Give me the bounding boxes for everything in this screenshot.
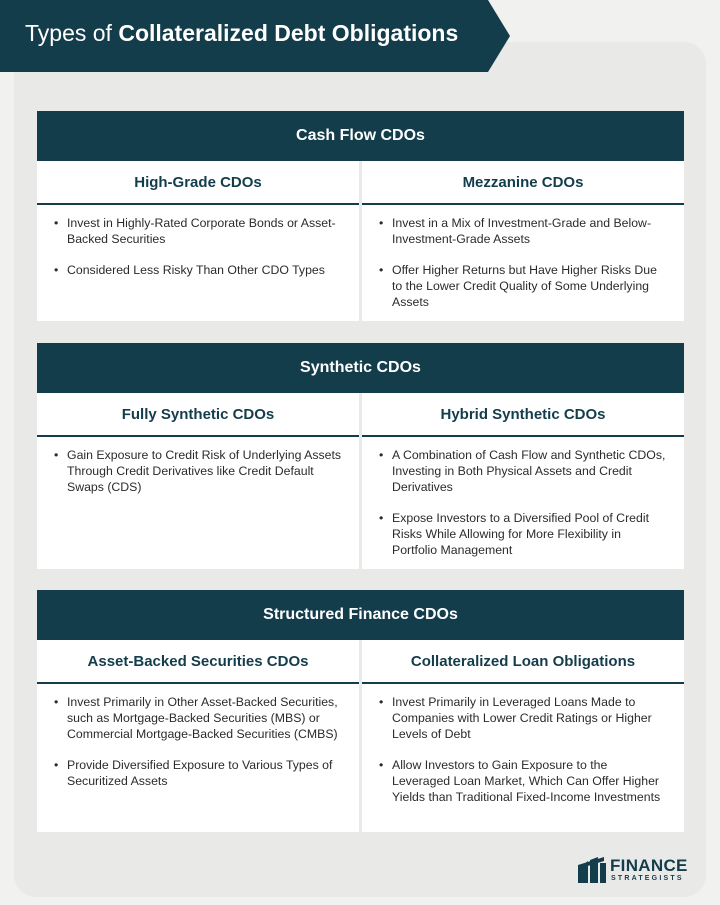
logo-subtitle: STRATEGISTS <box>611 875 684 882</box>
column-high-grade-cdos <box>37 161 359 321</box>
finance-strategists-logo-icon <box>578 857 606 883</box>
title-lead: Types of <box>25 20 112 46</box>
column-title: High-Grade CDOs <box>37 161 359 205</box>
bullet-item: • Allow Investors to Gain Exposure to the Leveraged Loan Market, Which Can Offer Higher Yields than Traditional Fixed-Income Investments <box>392 757 668 805</box>
column-mezzanine-cdos <box>362 161 684 321</box>
column-asset-backed-securities-cdos <box>37 640 359 832</box>
column-hybrid-synthetic-cdos <box>362 393 684 569</box>
finance-strategists-logo <box>578 855 693 885</box>
column-collateralized-loan-obligations <box>362 640 684 832</box>
column-title: Collateralized Loan Obligations <box>362 640 684 684</box>
bullet-item: • Invest in a Mix of Investment-Grade and Below-Investment-Grade Assets <box>392 215 668 247</box>
section-title: Structured Finance CDOs <box>37 590 684 640</box>
bullet-item: • Expose Investors to a Diversified Pool of Credit Risks While Allowing for More Flexibility in Portfolio Management <box>392 510 668 558</box>
section-structured-finance-cdos <box>37 590 684 832</box>
section-synthetic-cdos <box>37 343 684 569</box>
column-fully-synthetic-cdos <box>37 393 359 569</box>
bullet-item: • Invest in Highly-Rated Corporate Bonds or Asset-Backed Securities <box>67 215 343 247</box>
column-title: Asset-Backed Securities CDOs <box>37 640 359 684</box>
column-title: Hybrid Synthetic CDOs <box>362 393 684 437</box>
bullet-item: • Gain Exposure to Credit Risk of Underlying Assets Through Credit Derivatives like Credit Default Swaps (CDS) <box>67 447 343 495</box>
page-title <box>25 20 458 47</box>
bullet-item: • A Combination of Cash Flow and Synthetic CDOs, Investing in Both Physical Assets and Credit Derivatives <box>392 447 668 495</box>
column-title: Mezzanine CDOs <box>362 161 684 205</box>
bullet-item: • Considered Less Risky Than Other CDO Types <box>67 262 343 278</box>
column-title: Fully Synthetic CDOs <box>37 393 359 437</box>
logo-name: FINANCE <box>610 856 688 875</box>
bullet-item: • Provide Diversified Exposure to Various Types of Securitized Assets <box>67 757 343 789</box>
bullet-item: • Offer Higher Returns but Have Higher Risks Due to the Lower Credit Quality of Some Underlying Assets <box>392 262 668 310</box>
section-title: Synthetic CDOs <box>37 343 684 393</box>
section-cash-flow-cdos <box>37 111 684 321</box>
section-title: Cash Flow CDOs <box>37 111 684 161</box>
bullet-item: • Invest Primarily in Leveraged Loans Made to Companies with Lower Credit Ratings or Higher Levels of Debt <box>392 694 668 742</box>
bullet-item: • Invest Primarily in Other Asset-Backed Securities, such as Mortgage-Backed Securities (MBS) or Commercial Mortgage-Backed Securities (CMBS) <box>67 694 343 742</box>
title-strong: Collateralized Debt Obligations <box>118 20 459 46</box>
